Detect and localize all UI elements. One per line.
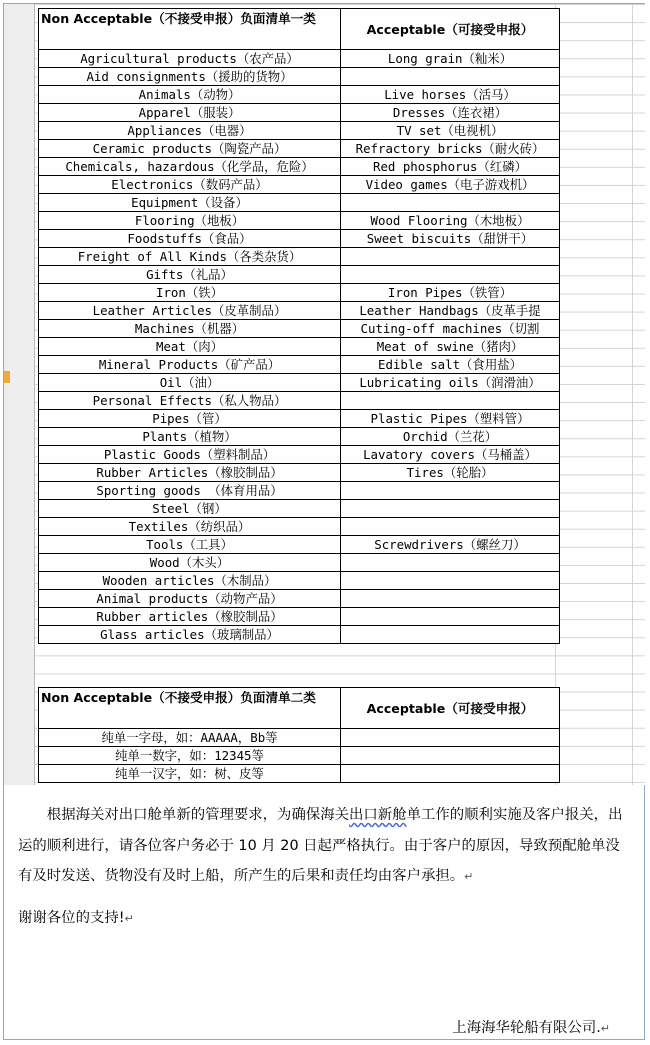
acceptable-cell: Cuting-off machines（切割 xyxy=(341,320,560,338)
table-row xyxy=(39,194,560,212)
acceptable-cell xyxy=(341,248,560,266)
table-row xyxy=(39,729,560,747)
non-acceptable-cell: Plastic Goods（塑料制品） xyxy=(39,446,341,464)
non-acceptable-cell: Machines（机器） xyxy=(39,320,341,338)
table-row xyxy=(39,446,560,464)
table-row xyxy=(39,428,560,446)
acceptable-cell: Meat of swine（猪肉） xyxy=(341,338,560,356)
grid-column-line xyxy=(632,4,633,785)
negative-list-table-2 xyxy=(38,687,560,783)
non-acceptable-cell: Agricultural products（农产品） xyxy=(39,50,341,68)
table-row xyxy=(39,608,560,626)
non-acceptable-cell: Oil（油） xyxy=(39,374,341,392)
acceptable-cell: Screwdrivers（螺丝刀） xyxy=(341,536,560,554)
table-row xyxy=(39,266,560,284)
table-row xyxy=(39,374,560,392)
table-row xyxy=(39,338,560,356)
acceptable-cell xyxy=(341,590,560,608)
non-acceptable-cell: Tools（工具） xyxy=(39,536,341,554)
non-acceptable-cell: Rubber Articles（橡胶制品） xyxy=(39,464,341,482)
table-row xyxy=(39,302,560,320)
row-header-column xyxy=(4,4,35,785)
table-row xyxy=(39,482,560,500)
non-acceptable-cell: Flooring（地板） xyxy=(39,212,341,230)
acceptable-cell: Orchid（兰花） xyxy=(341,428,560,446)
table-header-row xyxy=(39,688,560,729)
acceptable-cell xyxy=(341,747,560,765)
acceptable-cell: Red phosphorus（红磷） xyxy=(341,158,560,176)
negative-list-table-1 xyxy=(38,8,560,644)
non-acceptable-cell: Animals（动物） xyxy=(39,86,341,104)
spellcheck-underlined-text: 出口新舱 xyxy=(349,807,407,823)
acceptable-cell xyxy=(341,194,560,212)
table-row xyxy=(39,572,560,590)
non-acceptable-cell: Wood（木头） xyxy=(39,554,341,572)
acceptable-cell: Live horses（活马） xyxy=(341,86,560,104)
non-acceptable-cell: Personal Effects（私人物品） xyxy=(39,392,341,410)
non-acceptable-cell: Foodstuffs（食品） xyxy=(39,230,341,248)
header-acceptable: Acceptable（可接受申报） xyxy=(341,9,560,50)
acceptable-cell: Lubricating oils（润滑油） xyxy=(341,374,560,392)
table-row xyxy=(39,284,560,302)
notice-paragraph xyxy=(18,800,633,893)
acceptable-cell xyxy=(341,68,560,86)
table-row xyxy=(39,230,560,248)
acceptable-cell: Long grain（籼米） xyxy=(341,50,560,68)
table-row xyxy=(39,392,560,410)
paragraph-mark-icon: ↵ xyxy=(600,1022,610,1035)
non-acceptable-cell: Steel（钢） xyxy=(39,500,341,518)
non-acceptable-cell: Electronics（数码产品） xyxy=(39,176,341,194)
non-acceptable-cell: Mineral Products（矿产品） xyxy=(39,356,341,374)
acceptable-cell xyxy=(341,765,560,783)
non-acceptable-cell: Iron（铁） xyxy=(39,284,341,302)
acceptable-cell xyxy=(341,626,560,644)
acceptable-cell xyxy=(341,572,560,590)
non-acceptable-cell: Pipes（管） xyxy=(39,410,341,428)
acceptable-cell: Plastic Pipes（塑料管） xyxy=(341,410,560,428)
table-row xyxy=(39,212,560,230)
acceptable-cell: Dresses（连衣裙） xyxy=(341,104,560,122)
acceptable-cell: Tires（轮胎） xyxy=(341,464,560,482)
non-acceptable-cell: Gifts（礼品） xyxy=(39,266,341,284)
company-signature xyxy=(452,1016,610,1037)
notice-text-part: 单工作的顺利实施及客户报关，出运的顺利进行，请各位客户务必于 10 月 20 日起严格执行。由于客户的原因，导致预配舱单没有及时发送、货物没有及时上船，所产生的后果和责任均由客户承担。 xyxy=(18,807,623,884)
table-row xyxy=(39,68,560,86)
table-row xyxy=(39,122,560,140)
table-row xyxy=(39,500,560,518)
acceptable-cell xyxy=(341,266,560,284)
acceptable-cell: Video games（电子游戏机） xyxy=(341,176,560,194)
non-acceptable-cell: Animal products（动物产品） xyxy=(39,590,341,608)
non-acceptable-cell: Glass articles（玻璃制品） xyxy=(39,626,341,644)
acceptable-cell xyxy=(341,482,560,500)
non-acceptable-cell: Freight of All Kinds（各类杂货） xyxy=(39,248,341,266)
spreadsheet-area xyxy=(4,4,645,785)
non-acceptable-cell: Rubber articles（橡胶制品） xyxy=(39,608,341,626)
acceptable-cell: Leather Handbags（皮革手提 xyxy=(341,302,560,320)
header-non-acceptable: Non Acceptable（不接受申报）负面清单二类 xyxy=(39,688,341,729)
table-row xyxy=(39,158,560,176)
non-acceptable-cell: Ceramic products（陶瓷产品） xyxy=(39,140,341,158)
table-row xyxy=(39,356,560,374)
acceptable-cell xyxy=(341,500,560,518)
header-acceptable: Acceptable（可接受申报） xyxy=(341,688,560,729)
non-acceptable-cell: Apparel（服装） xyxy=(39,104,341,122)
table-row xyxy=(39,50,560,68)
non-acceptable-cell: Chemicals, hazardous（化学品，危险） xyxy=(39,158,341,176)
table-row xyxy=(39,104,560,122)
non-acceptable-cell: Textiles（纺织品） xyxy=(39,518,341,536)
non-acceptable-cell: Sporting goods （体育用品） xyxy=(39,482,341,500)
acceptable-cell xyxy=(341,518,560,536)
non-acceptable-cell: Aid consignments（援助的货物） xyxy=(39,68,341,86)
table-row xyxy=(39,765,560,783)
acceptable-cell: Edible salt（食用盐） xyxy=(341,356,560,374)
acceptable-cell xyxy=(341,729,560,747)
non-acceptable-cell: Plants（植物） xyxy=(39,428,341,446)
non-acceptable-cell: Appliances（电器） xyxy=(39,122,341,140)
acceptable-cell: Refractory bricks（耐火砖） xyxy=(341,140,560,158)
table-row xyxy=(39,626,560,644)
table-row xyxy=(39,747,560,765)
acceptable-cell: Lavatory covers（马桶盖） xyxy=(341,446,560,464)
paragraph-mark-icon: ↵ xyxy=(464,870,474,883)
header-non-acceptable: Non Acceptable（不接受申报）负面清单一类 xyxy=(39,9,341,50)
acceptable-cell xyxy=(341,554,560,572)
table-row xyxy=(39,464,560,482)
paragraph-mark-icon: ↵ xyxy=(124,911,134,925)
non-acceptable-cell: Leather Articles（皮革制品） xyxy=(39,302,341,320)
non-acceptable-cell: Wooden articles（木制品） xyxy=(39,572,341,590)
table-row xyxy=(39,554,560,572)
table-row xyxy=(39,410,560,428)
acceptable-cell: Iron Pipes（铁管） xyxy=(341,284,560,302)
acceptable-cell xyxy=(341,608,560,626)
non-acceptable-cell: 纯单一汉字，如：树、皮等 xyxy=(39,765,341,783)
acceptable-cell: Wood Flooring（木地板） xyxy=(341,212,560,230)
non-acceptable-cell: 纯单一数字，如：12345等 xyxy=(39,747,341,765)
table-row xyxy=(39,320,560,338)
non-acceptable-cell: Equipment（设备） xyxy=(39,194,341,212)
non-acceptable-cell: Meat（肉） xyxy=(39,338,341,356)
thanks-line xyxy=(18,903,633,934)
notice-text xyxy=(18,800,633,934)
table-row xyxy=(39,590,560,608)
non-acceptable-cell: 纯单一字母，如：AAAAA，Bb等 xyxy=(39,729,341,747)
notice-text-part: 根据海关对出口舱单新的管理要求，为确保海关 xyxy=(46,807,350,823)
table-row xyxy=(39,86,560,104)
company-name: 上海海华轮船有限公司. xyxy=(452,1020,601,1036)
table-row xyxy=(39,248,560,266)
table-row xyxy=(39,536,560,554)
thanks-text: 谢谢各位的支持! xyxy=(18,909,125,926)
table-row xyxy=(39,176,560,194)
acceptable-cell: TV set（电视机） xyxy=(341,122,560,140)
acceptable-cell xyxy=(341,392,560,410)
acceptable-cell: Sweet biscuits（甜饼干） xyxy=(341,230,560,248)
active-row-marker xyxy=(4,371,10,383)
table-row xyxy=(39,140,560,158)
table-header-row xyxy=(39,9,560,50)
table-row xyxy=(39,518,560,536)
